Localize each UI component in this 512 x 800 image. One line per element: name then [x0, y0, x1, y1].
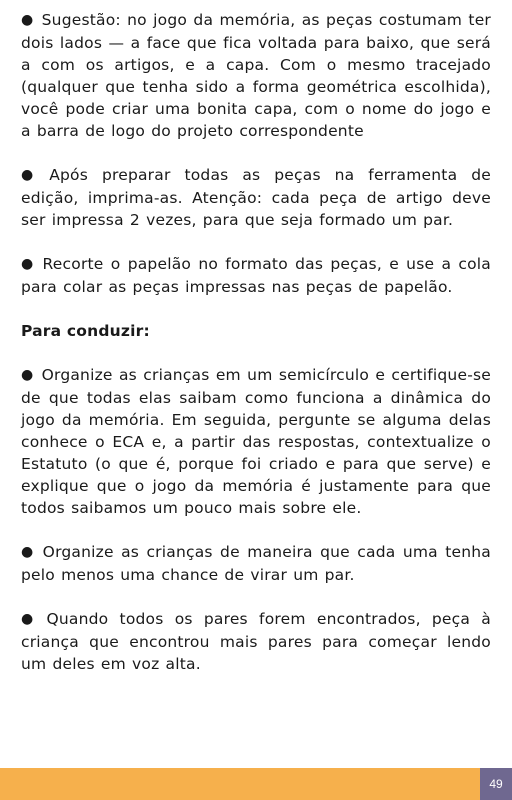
paragraph-print: [21, 164, 491, 231]
paragraph-cut: [21, 253, 491, 298]
paragraph-finish: [21, 608, 491, 675]
section-heading: Para conduzir:: [21, 322, 150, 340]
paragraph-text: Após preparar todas as peças na ferramenta de edição, imprima-as. Atenção: cada peça de artigo deve ser impressa 2 vezes, para que seja formado um par.: [21, 166, 491, 229]
paragraph-suggestion: [21, 9, 491, 142]
paragraph-organize: [21, 364, 491, 519]
page-content: [21, 9, 491, 675]
bullet-icon: ●: [21, 611, 39, 627]
footer-bar: [0, 768, 512, 800]
paragraph-text: Quando todos os pares forem encontrados, peça à criança que encontrou mais pares para começar lendo um deles em voz alta.: [21, 610, 491, 673]
paragraph-text: Organize as crianças de maneira que cada uma tenha pelo menos uma chance de virar um par.: [21, 543, 491, 584]
paragraph-text: Organize as crianças em um semicírculo e certifique-se de que todas elas saibam como funciona a dinâmica do jogo da memória. Em seguida, pergunte se alguma delas conhece o ECA e, a partir das respostas, contextualize o Estatuto (o que é, porque foi criado e para que serve) e explique que o jogo da memória é justamente para que todos saibamos um pouco mais sobre ele.: [21, 366, 492, 517]
bullet-icon: ●: [21, 167, 42, 183]
bullet-icon: ●: [21, 367, 34, 383]
page-number: 49: [480, 768, 512, 800]
bullet-icon: ●: [21, 12, 34, 28]
bullet-icon: ●: [21, 544, 35, 560]
paragraph-text: Recorte o papelão no formato das peças, e use a cola para colar as peças impressas nas peças de papelão.: [21, 255, 491, 296]
paragraph-text: Sugestão: no jogo da memória, as peças costumam ter dois lados — a face que fica voltada para baixo, que será a com os artigos, e a capa. Com o mesmo tracejado (qualquer que tenha sido a forma geométrica escolhida), você pode criar uma bonita capa, com o nome do jogo e a barra de logo do projeto correspondente: [21, 11, 492, 140]
bullet-icon: ●: [21, 256, 35, 272]
paragraph-turns: [21, 541, 491, 586]
